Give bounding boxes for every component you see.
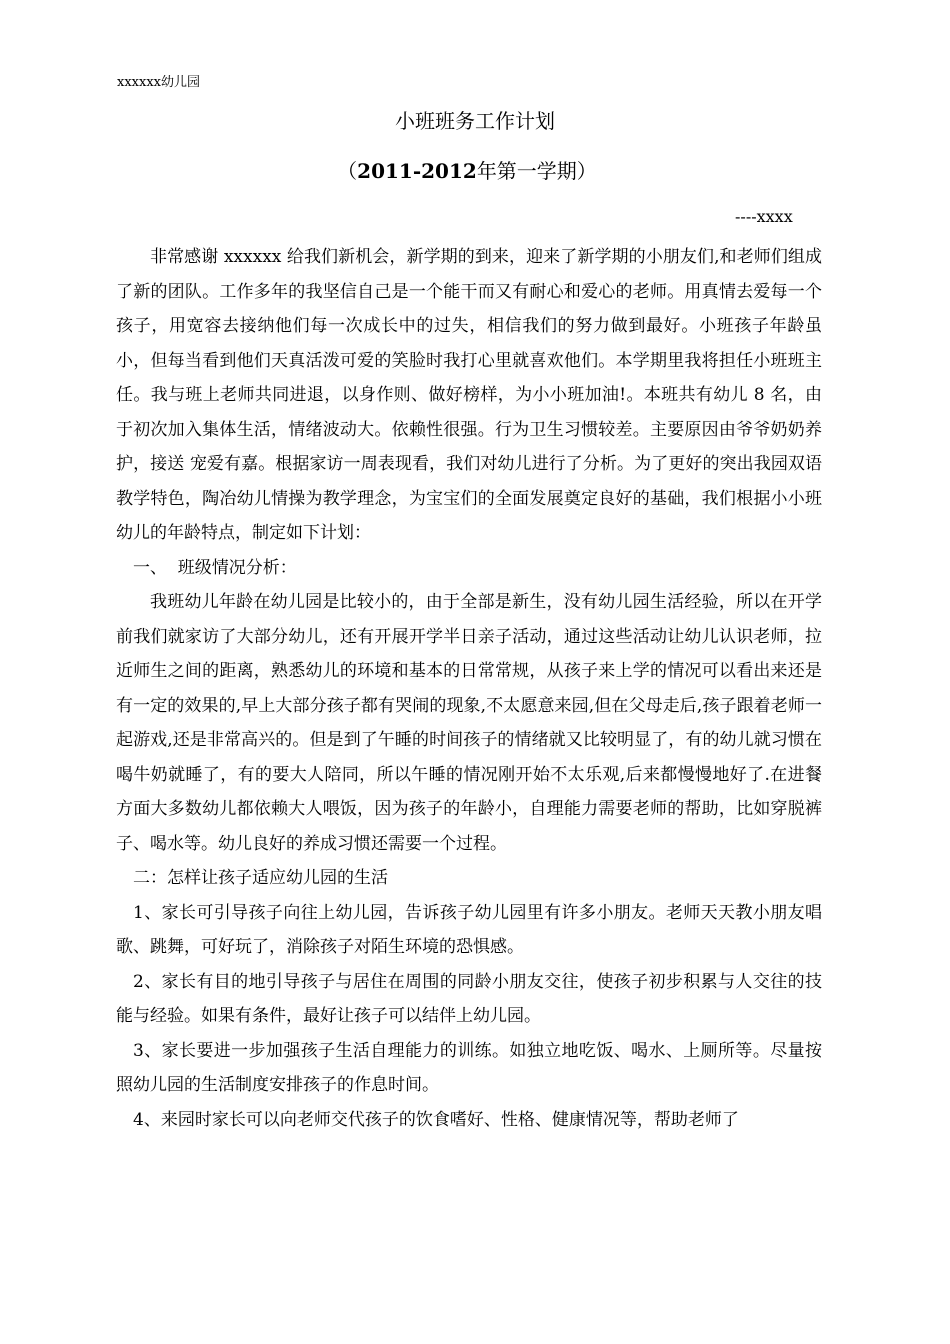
section2-item: 4、来园时家长可以向老师交代孩子的饮食嗜好、性格、健康情况等，帮助老师了 — [133, 1109, 739, 1130]
section2-item: 2、家长有目的地引导孩子与居住在周围的同龄小朋友交往，使孩子初步积累与人交往的技能与经验。如果有条件，最好让孩子可以结伴上幼儿园。 — [116, 971, 822, 1026]
section2-heading: 二：怎样让孩子适应幼儿园的生活 — [133, 868, 388, 888]
section2-item: 3、家长要进一步加强孩子生活自理能力的训练。如独立地吃饭、喝水、上厕所等。尽量按照幼儿园的生活制度安排孩子的作息时间。 — [116, 1040, 822, 1095]
kindergarten-name: xxxxxx幼儿园 — [117, 75, 200, 90]
document-subtitle — [0, 157, 942, 185]
section1-heading: 一、 班级情况分析： — [133, 557, 297, 578]
section2-item: 1、家长可引导孩子向往上幼儿园，告诉孩子幼儿园里有许多小朋友。老师天天教小朋友唱歌、跳舞，可好玩了，消除孩子对陌生环境的恐惧感。 — [116, 902, 822, 957]
subtitle-term: 年第一学期） — [476, 159, 597, 183]
author-signature: ----xxxx — [735, 207, 793, 226]
document-body — [116, 240, 822, 1137]
subtitle-open-paren: （ — [337, 159, 358, 183]
intro-paragraph: 非常感谢 xxxxxx 给我们新机会，新学期的到来，迎来了新学期的小朋友们,和老师们组成了新的团队。工作多年的我坚信自己是一个能干而又有耐心和爱心的老师。用真情去爱每一个孩子，用宽容去接纳他们每一次成长中的过失，相信我们的努力做到最好。小班孩子年龄虽小，但每当看到他们天真活泼可爱的笑脸时我打心里就喜欢他们。本学期里我将担任小班班主任。我与班上老师共同进退，以身作则、做好榜样，为小小班加油!。本班共有幼儿 8 名，由于初次加入集体生活，情绪波动大。依赖性很强。行为卫生习惯较差。主要原因由爷爷奶奶养护，接送 宠爱有嘉。根据家访一周表现看，我们对幼儿进行了分析。为了更好的突出我园双语教学特色，陶冶幼儿情操为教学理念，为宝宝们的全面发展奠定良好的基础，我们根据小小班幼儿的年龄特点，制定如下计划： — [116, 247, 822, 543]
document-title: 小班班务工作计划 — [395, 109, 555, 133]
section1-paragraph: 我班幼儿年龄在幼儿园是比较小的，由于全部是新生，没有幼儿园生活经验，所以在开学前我们就家访了大部分幼儿，还有开展开学半日亲子活动，通过这些活动让幼儿认识老师，拉近师生之间的距离，熟悉幼儿的环境和基本的日常常规，从孩子来上学的情况可以看出来还是有一定的效果的,早上大部分孩子都有哭闹的现象,不太愿意来园,但在父母走后,孩子跟着老师一起游戏,还是非常高兴的。但是到了午睡的时间孩子的情绪就又比较明显了，有的幼儿就习惯在喝牛奶就睡了，有的要大人陪同，所以午睡的情况刚开始不太乐观,后来都慢慢地好了.在进餐方面大多数幼儿都依赖大人喂饭，因为孩子的年龄小，自理能力需要老师的帮助，比如穿脱裤子、喝水等。幼儿良好的养成习惯还需要一个过程。 — [116, 592, 822, 854]
subtitle-year: 2011-2012 — [357, 159, 477, 183]
